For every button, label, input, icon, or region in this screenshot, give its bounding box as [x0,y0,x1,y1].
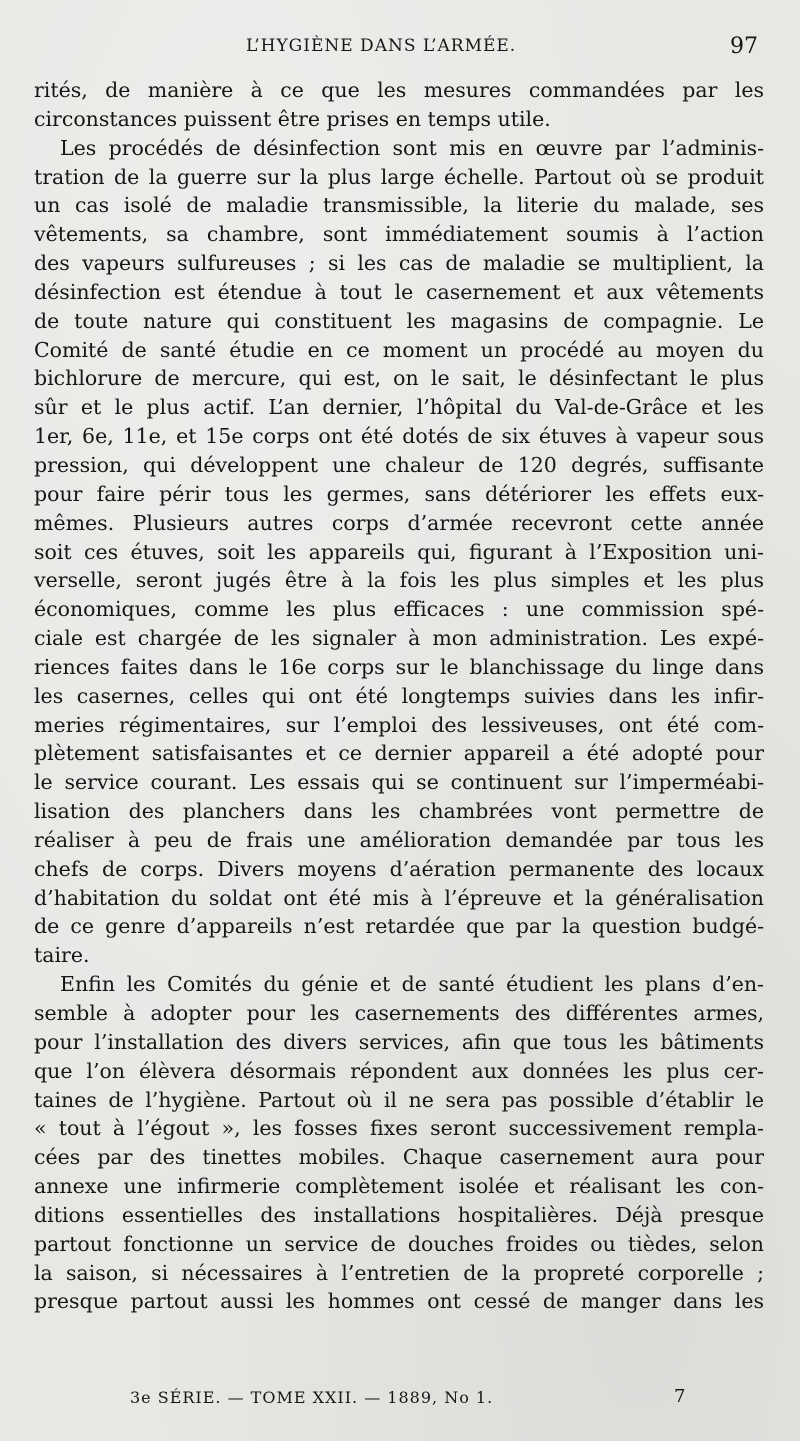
text-line: circonstances puissent être prises en temps utile. [34,106,551,131]
text-line: que l’on élèvera désormais répondent aux données les plus cer- [34,1058,764,1083]
text-line: tration de la guerre sur la plus large échelle. Partout où se produit [34,164,764,189]
text-line: presque partout aussi les hommes ont cessé de manger dans les [34,1289,764,1314]
text-line: Enfin les Comités du génie et de santé étudient les plans d’en- [60,972,764,997]
text-line: taines de l’hygiène. Partout où il ne sera pas possible d’établir le [34,1087,764,1112]
text-line: Les procédés de désinfection sont mis en œuvre par l’adminis- [60,135,764,160]
text-line: rités, de manière à ce que les mesures commandées par les [34,78,764,102]
text-line: annexe une infirmerie complètement isolée et réalisant les con- [34,1174,764,1199]
text-line: ditions essentielles des installations hospitalières. Déjà presque [34,1202,764,1227]
text-line: le service courant. Les essais qui se continuent sur l’imperméabi- [34,770,764,795]
text-line: des vapeurs sulfureuses ; si les cas de maladie se multiplient, la [34,251,764,276]
text-line: riences faites dans le 16e corps sur le blanchissage du linge dans [34,654,764,679]
text-line: partout fonctionne un service de douches froides ou tièdes, selon [34,1231,764,1256]
series-info: 3e SÉRIE. — TOME XXII. — 1889, No 1. [130,1388,494,1407]
signature-number: 7 [674,1386,686,1407]
text-line: « tout à l’égout », les fosses fixes seront successivement rempla- [34,1116,764,1141]
text-line: un cas isolé de maladie transmissible, la literie du malade, ses [34,193,764,218]
text-line: vêtements, sa chambre, sont immédiatement soumis à l’action [34,222,764,247]
text-line: désinfection est étendue à tout le casernement et aux vêtements [34,279,764,304]
text-line: pression, qui développent une chaleur de 120 degrés, suffisante [34,452,764,477]
text-line: réaliser à peu de frais une amélioration demandée par tous les [34,827,764,852]
text-line: mêmes. Plusieurs autres corps d’armée recevront cette année [34,510,764,535]
running-head [0,36,800,64]
text-line: chefs de corps. Divers moyens d’aération permanente des locaux [34,856,764,881]
text-line: sûr et le plus actif. L’an dernier, l’hôpital du Val-de-Grâce et les [34,395,764,420]
text-line: les casernes, celles qui ont été longtemps suivies dans les infir- [34,683,764,708]
text-line: économiques, comme les plus efficaces : une commission spé- [34,597,764,622]
text-line: pour faire périr tous les germes, sans détériorer les effets eux- [34,481,764,506]
text-line: meries régimentaires, sur l’emploi des lessiveuses, ont été com- [34,712,764,737]
text-line: taire. [34,943,90,968]
running-title: L’HYGIÈNE DANS L’ARMÉE. [246,36,517,56]
text-line: de toute nature qui constituent les magasins de compagnie. Le [34,308,764,333]
text-line: de ce genre d’appareils n’est retardée que par la question budgé- [34,914,764,939]
text-line: bichlorure de mercure, qui est, on le sait, le désinfectant le plus [34,366,764,391]
text-line: d’habitation du soldat ont été mis à l’épreuve et la généralisation [34,885,764,910]
text-line: lisation des planchers dans les chambrées vont permettre de [34,799,764,824]
page-footer [0,1388,800,1416]
text-line: la saison, si nécessaires à l’entretien de la propreté corporelle ; [34,1260,764,1285]
page-number: 97 [730,34,758,59]
text-line: pour l’installation des divers services, afin que tous les bâtiments [34,1029,764,1054]
text-line: plètement satisfaisantes et ce dernier appareil a été adopté pour [34,741,764,766]
text-line: ciale est chargée de les signaler à mon administration. Les expé- [34,626,764,651]
text-line: soit ces étuves, soit les appareils qui, figurant à l’Exposition uni- [34,539,764,564]
text-line: semble à adopter pour les casernements des différentes armes, [34,1001,764,1025]
text-line: 1er, 6e, 11e, et 15e corps ont été dotés de six étuves à vapeur sous [34,424,764,449]
text-line: Comité de santé étudie en ce moment un procédé au moyen du [34,337,764,362]
text-line: verselle, seront jugés être à la fois les plus simples et les plus [34,568,764,593]
text-line: cées par des tinettes mobiles. Chaque casernement aura pour [34,1145,764,1170]
body-text [34,76,764,1316]
